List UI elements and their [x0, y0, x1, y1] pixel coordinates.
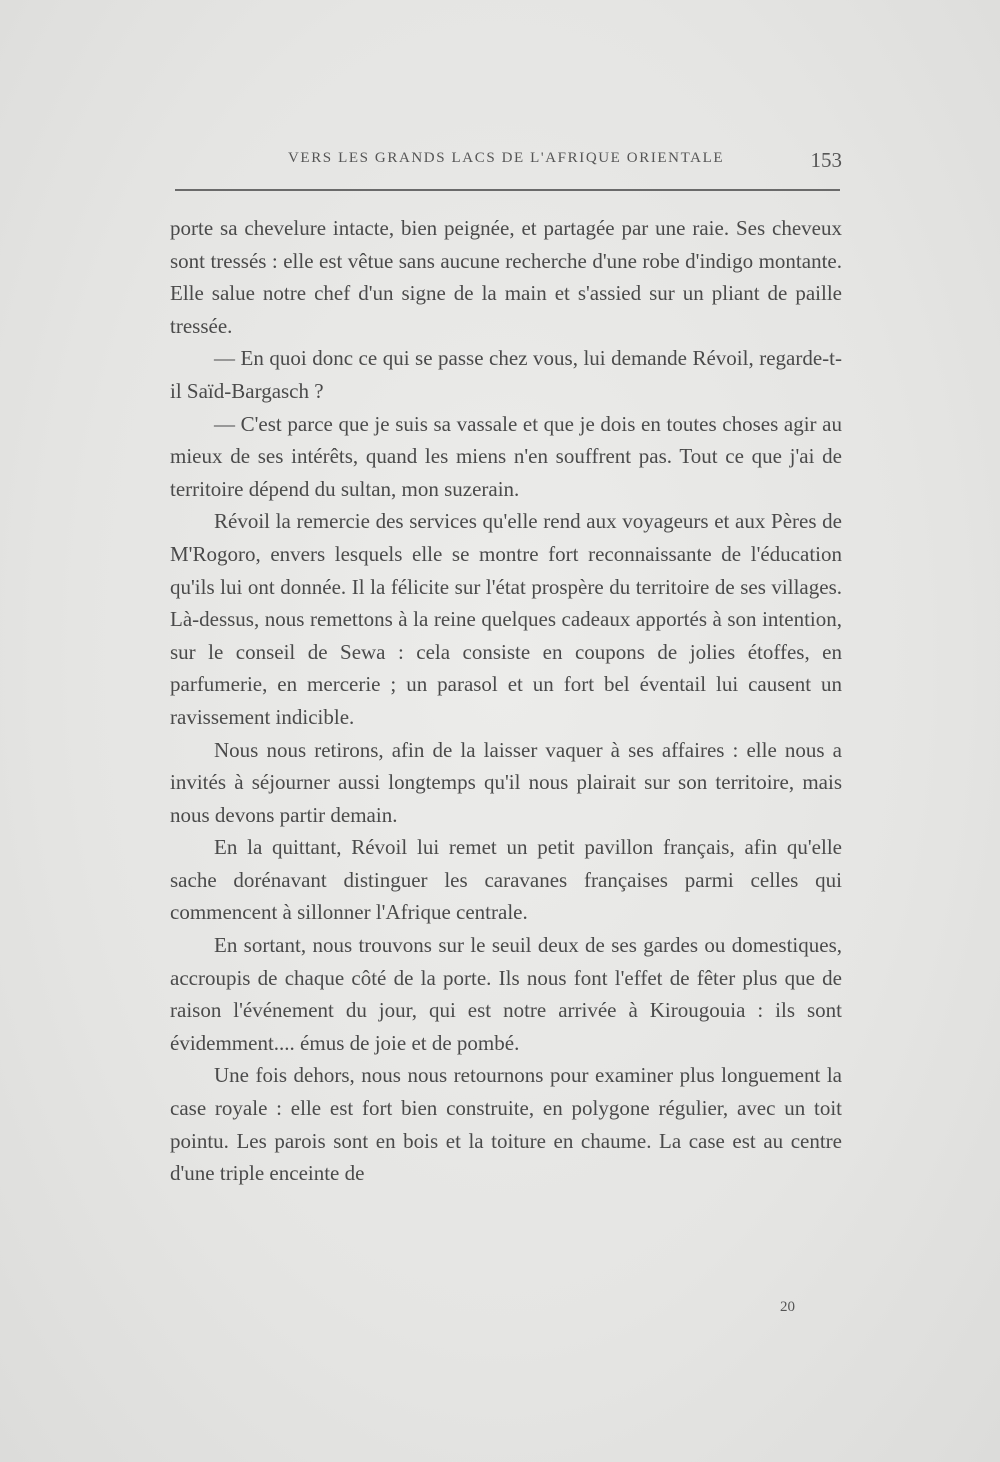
paragraph: porte sa chevelure intacte, bien peignée, et partagée par une raie. Ses cheveux sont tressés : elle est vêtue sans aucune recherche d'une robe d'indigo montante. Elle salue notre chef d'un signe de la main et s'assied sur un pliant de paille tressée. [170, 216, 842, 338]
header-rule [175, 189, 840, 191]
signature-mark: 20 [780, 1299, 795, 1315]
paragraph: En la quittant, Révoil lui remet un petit pavillon français, afin qu'elle sache dorénavant distinguer les caravanes françaises parmi celles qui commencent à sillonner l'Afrique centrale. [170, 835, 842, 925]
paragraph: Une fois dehors, nous nous retournons pour examiner plus longuement la case royale : elle est fort bien construite, en polygone régulier, avec un toit pointu. Les parois sont en bois et la toiture en chaume. La case est au centre d'une triple enceinte de [170, 1063, 842, 1186]
paragraph: En sortant, nous trouvons sur le seuil deux de ses gardes ou domestiques, accroupis de chaque côté de la porte. Ils nous font l'effet de fêter plus que de raison l'événement du jour, qui est notre arrivée à Kirougouia : ils sont évidemment.... émus de joie et de pombé. [170, 933, 842, 1055]
paragraph: — C'est parce que je suis sa vassale et que je dois en toutes choses agir au mieux de ses intérêts, quand les miens n'en souffrent pas. Tout ce que j'ai de territoire dépend du sultan, mon suzerain. [170, 411, 842, 501]
paragraph: — En quoi donc ce qui se passe chez vous, lui demande Révoil, regarde-t-il Saïd-Bargasch ? [170, 346, 842, 403]
paragraph: Révoil la remercie des services qu'elle rend aux voyageurs et aux Pères de M'Rogoro, envers lesquels elle se montre fort reconnaissante de l'éducation qu'ils lui ont donnée. Il la félicite sur l'état prospère du territoire de ses villages. Là-dessus, nous remettons à la reine quelques cadeaux apportés à son intention, sur le conseil de Sewa : cela consiste en coupons de jolies étoffes, en parfumerie, en mercerie ; un parasol et un fort bel éventail lui causent un ravissement indicible. [170, 509, 842, 729]
page-number: 153 [810, 148, 842, 172]
page-header [170, 148, 842, 178]
body-text [170, 212, 842, 1190]
paragraph: Nous nous retirons, afin de la laisser vaquer à ses affaires : elle nous a invités à séjourner aussi longtemps qu'il nous plairait sur son territoire, mais nous devons partir demain. [170, 737, 842, 827]
running-title: VERS LES GRANDS LACS DE L'AFRIQUE ORIENTALE [288, 150, 725, 166]
